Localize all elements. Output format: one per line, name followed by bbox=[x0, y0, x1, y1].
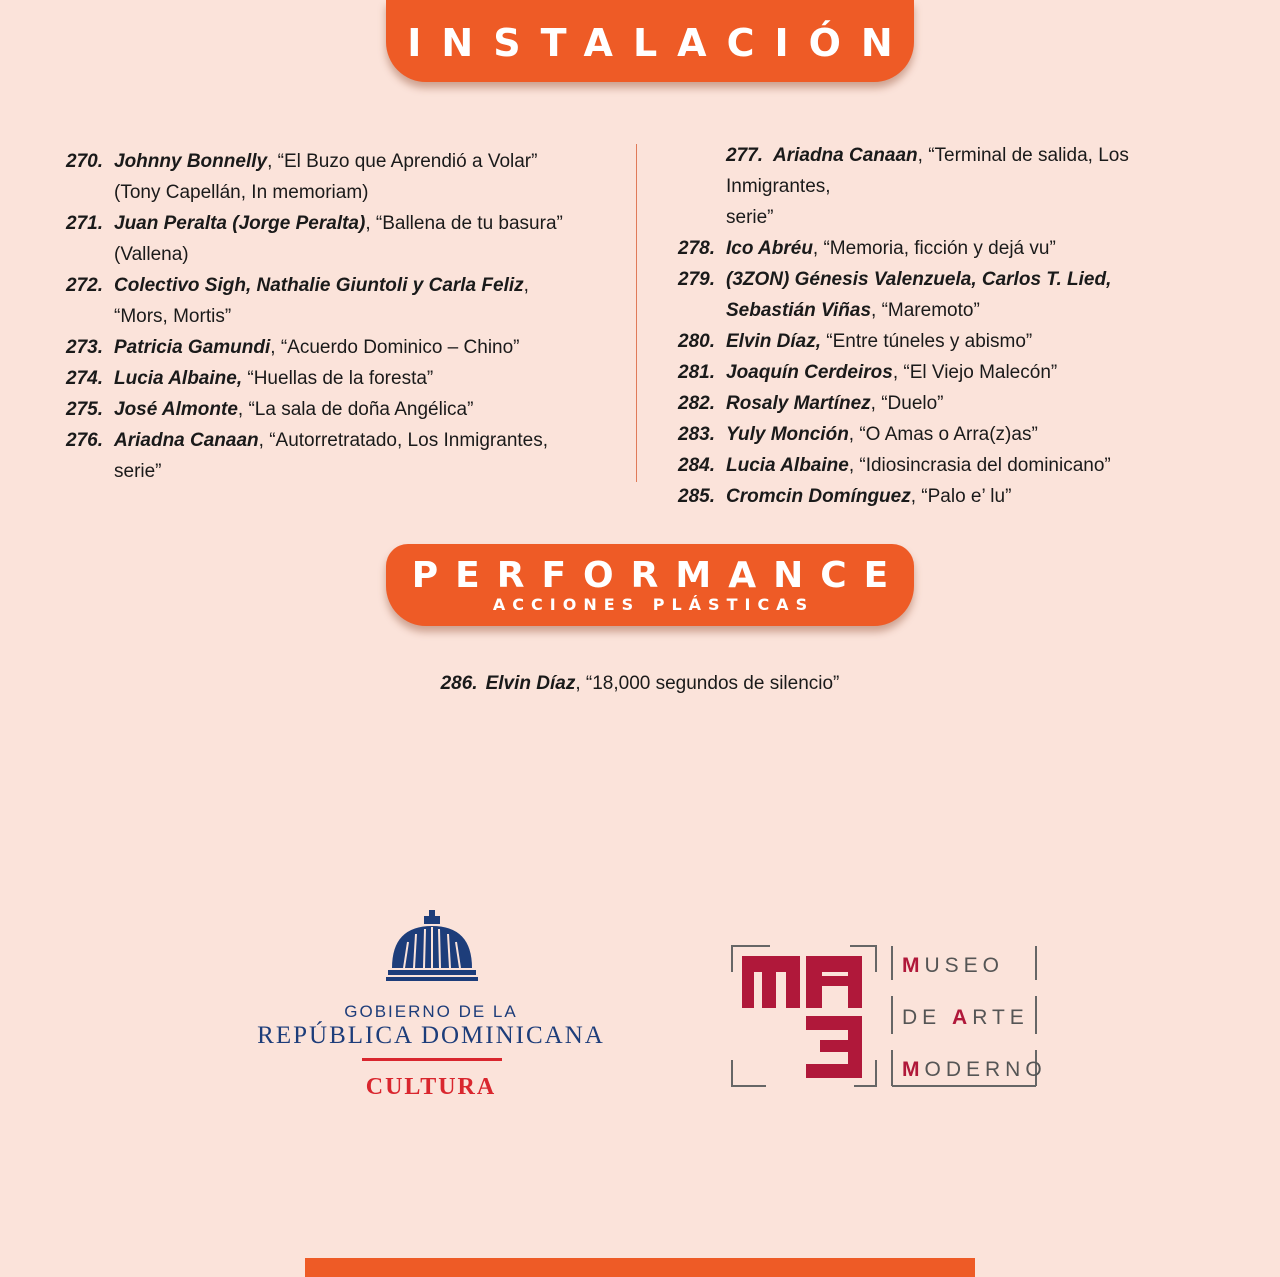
list-item bbox=[66, 146, 626, 208]
artist-name: Lucia Albaine bbox=[726, 455, 849, 476]
work-title-cont: (Tony Capellán, In memoriam) bbox=[114, 182, 369, 203]
entry-number: 285. bbox=[678, 486, 715, 507]
museo-arte-moderno-logo bbox=[730, 944, 1047, 1088]
work-title: , “La sala de doña Angélica” bbox=[237, 399, 474, 420]
list-item bbox=[678, 326, 1238, 357]
entry-number: 272. bbox=[66, 275, 103, 296]
work-title-cont: (Vallena) bbox=[114, 244, 189, 265]
list-item bbox=[66, 270, 626, 332]
work-title: , “Ballena de tu basura” bbox=[365, 213, 563, 234]
artist-name: Joaquín Cerdeiros bbox=[726, 362, 893, 383]
artist-name: Juan Peralta (Jorge Peralta) bbox=[114, 213, 366, 234]
entry-number: 279. bbox=[678, 269, 715, 290]
instalacion-title: INSTALACIÓN bbox=[407, 21, 913, 65]
entry-number: 280. bbox=[678, 331, 715, 352]
list-item bbox=[678, 388, 1238, 419]
work-title: “Entre túneles y abismo” bbox=[821, 331, 1033, 352]
list-item bbox=[678, 450, 1238, 481]
artist-name: Ico Abréu bbox=[726, 238, 813, 259]
entry-number: 270. bbox=[66, 151, 103, 172]
artist-name-cont: Sebastián Viñas bbox=[726, 300, 872, 321]
artist-name: Lucia Albaine, bbox=[114, 368, 243, 389]
entry-number: 277. bbox=[726, 145, 763, 166]
list-item bbox=[678, 357, 1238, 388]
list-item bbox=[66, 394, 626, 425]
work-title-cont: “Mors, Mortis” bbox=[114, 306, 232, 327]
artist-name: Cromcin Domínguez bbox=[726, 486, 911, 507]
entry-number: 276. bbox=[66, 430, 103, 451]
artist-name: Ariadna Canaan bbox=[772, 145, 918, 166]
list-item bbox=[66, 208, 626, 270]
artist-name: Johnny Bonnelly bbox=[114, 151, 268, 172]
work-title: , bbox=[523, 275, 529, 296]
work-title: , “O Amas o Arra(z)as” bbox=[848, 424, 1038, 445]
list-item bbox=[66, 332, 626, 363]
artist-name: Rosaly Martínez bbox=[726, 393, 871, 414]
entry-number: 278. bbox=[678, 238, 715, 259]
mam-monogram-icon bbox=[730, 944, 890, 1088]
work-title: , “Memoria, ficción y dejá vu” bbox=[812, 238, 1056, 259]
instalacion-banner bbox=[386, 0, 914, 82]
list-item bbox=[678, 264, 1238, 326]
gov-line3: CULTURA bbox=[365, 1074, 497, 1100]
artist-name: José Almonte bbox=[114, 399, 238, 420]
work-title: , “Duelo” bbox=[870, 393, 944, 414]
artist-name: Colectivo Sigh, Nathalie Giuntoli y Carla Feliz bbox=[114, 275, 524, 296]
gov-line1: GOBIERNO DE LA bbox=[344, 1002, 518, 1021]
mam-line2: DE ARTE bbox=[902, 1006, 1029, 1029]
mam-line1: MUSEO bbox=[902, 954, 1005, 977]
work-title-cont: serie” bbox=[114, 461, 162, 482]
national-palace-dome-icon bbox=[386, 910, 478, 982]
work-title: , “Acuerdo Dominico – Chino” bbox=[270, 337, 520, 358]
instalacion-left-column bbox=[66, 146, 626, 487]
entry-number: 283. bbox=[678, 424, 715, 445]
entry-number: 273. bbox=[66, 337, 103, 358]
mam-line3: MODERNO bbox=[902, 1058, 1047, 1081]
gov-line2: REPÚBLICA DOMINICANA bbox=[257, 1022, 605, 1049]
entry-number: 274. bbox=[66, 368, 103, 389]
entry-number: 286. bbox=[440, 673, 478, 694]
performance-subtitle: ACCIONES PLÁSTICAS bbox=[492, 595, 815, 614]
entry-number: 281. bbox=[678, 362, 715, 383]
entry-number: 271. bbox=[66, 213, 103, 234]
column-divider bbox=[636, 144, 637, 482]
work-title: , “Palo e’ lu” bbox=[910, 486, 1012, 507]
work-title: , “Autorretratado, Los Inmigrantes, bbox=[258, 430, 549, 451]
performance-banner bbox=[386, 544, 914, 626]
artist-name: Elvin Díaz, bbox=[726, 331, 822, 352]
artist-name: Patricia Gamundi bbox=[114, 337, 271, 358]
entry-number: 284. bbox=[678, 455, 715, 476]
list-item bbox=[678, 140, 1238, 233]
footer-accent-bar bbox=[305, 1258, 975, 1277]
performance-title: PERFORMANCE bbox=[411, 555, 906, 596]
artist-name: (3ZON) Génesis Valenzuela, Carlos T. Lied, bbox=[726, 269, 1112, 290]
list-item bbox=[678, 419, 1238, 450]
work-title: , “Idiosincrasia del dominicano” bbox=[848, 455, 1111, 476]
artist-name: Yuly Monción bbox=[726, 424, 849, 445]
work-title: “Huellas de la foresta” bbox=[242, 368, 434, 389]
work-title: , “18,000 segundos de silencio” bbox=[575, 673, 840, 694]
work-title: , “El Buzo que Aprendió a Volar” bbox=[267, 151, 538, 172]
gobierno-cultura-logo bbox=[240, 910, 622, 1102]
performance-entry bbox=[0, 668, 1280, 699]
work-title: , “El Viejo Malecón” bbox=[892, 362, 1058, 383]
gov-divider bbox=[362, 1058, 502, 1061]
list-item bbox=[66, 363, 626, 394]
list-item bbox=[66, 425, 626, 487]
work-title: , “Terminal de salida, Los Inmigrantes, bbox=[726, 145, 1129, 197]
instalacion-right-column bbox=[678, 140, 1238, 512]
work-title: , “Maremoto” bbox=[871, 300, 980, 321]
work-title-cont: serie” bbox=[726, 207, 774, 228]
entry-number: 282. bbox=[678, 393, 715, 414]
list-item bbox=[678, 481, 1238, 512]
artist-name: Elvin Díaz bbox=[485, 673, 576, 694]
list-item bbox=[678, 233, 1238, 264]
entry-number: 275. bbox=[66, 399, 103, 420]
artist-name: Ariadna Canaan bbox=[114, 430, 259, 451]
